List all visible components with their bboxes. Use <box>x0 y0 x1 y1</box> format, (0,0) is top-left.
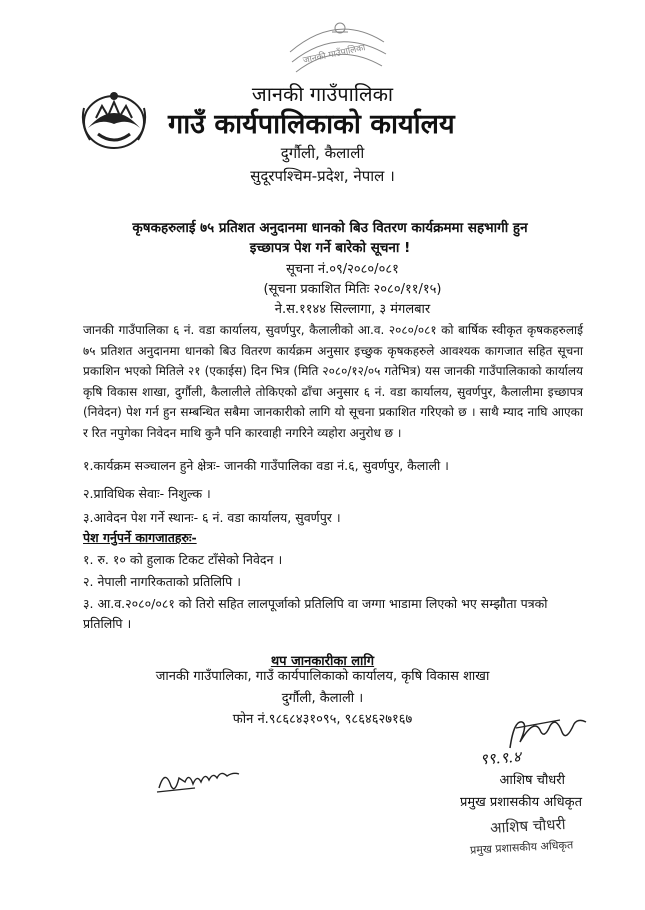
technical-service: २.प्राविधिक सेवाः- निशुल्क । <box>83 486 211 501</box>
contact-office: जानकी गाउँपालिका, गाउँ कार्यपालिकाको कार्यालय, कृषि विकास शाखा <box>155 669 490 684</box>
notice-published-date: (सूचना प्रकाशित मितिः २०८०/११/१५) <box>263 282 442 297</box>
address-line-1: दुर्गौली, कैलाली <box>280 144 365 162</box>
contact-address: दुर्गौली, कैलाली । <box>281 691 364 706</box>
nepal-sambat-date: ने.स.११४४ सिल्लागा, ३ मंगलबार <box>274 302 431 317</box>
document-item: २. नेपाली नागरिकताको प्रतिलिपि । <box>83 574 241 589</box>
notice-number: सूचना नं.०९/२०८०/०८१ <box>286 262 399 277</box>
signatory-stamp-title: प्रमुख प्रशासकीय अधिकृत <box>469 838 574 857</box>
signatory-name: आशिष चौधरी <box>499 773 565 788</box>
document-item: १. रु. १० को हुलाक टिकट टाँसेको निवेदन । <box>83 552 283 567</box>
address-line-2: सुदूरपश्चिम-प्रदेश, नेपाल । <box>250 167 395 185</box>
notice-subject-line-2: इच्छापत्र पेश गर्ने बारेको सूचना ! <box>249 240 411 256</box>
contact-heading: थप जानकारीका लागि <box>270 654 375 669</box>
document-item: ३. आ.व.२०८०/०८१ को तिरो सहित लालपूर्जाको प्रतिलिपि वा जग्गा भाडामा लिएको भए सम्झौता पत्रको प्रतिलिपि । <box>83 596 548 631</box>
signatory-stamp-name: आशिष चौधरी <box>489 815 566 837</box>
signatory-title: प्रमुख प्रशासकीय अधिकृत <box>459 795 582 810</box>
signature-date: ९९.९.४ <box>479 747 522 769</box>
contact-phone: फोन नं.९८६८४३१०९५, ९८६४६२७१६७ <box>232 712 413 727</box>
submission-place: ३.आवेदन पेश गर्ने स्थानः- ६ नं. वडा कार्यालय, सुवर्णपुर । <box>83 510 341 525</box>
office-name: गाउँ कार्यपालिकाको कार्यालय <box>168 109 455 140</box>
program-area: १.कार्यक्रम सञ्चालन हुने क्षेत्रः- जानकी गाउँपालिका वडा नं.६, सुवर्णपुर, कैलाली । <box>83 458 449 473</box>
notice-body: जानकी गाउँपालिका ६ नं. वडा कार्यालय, सुवर्णपुर, कैलालीको आ.व. २०८०/०८१ को बार्षिक स्वीकृत कृषकहरुलाई ७५ प्रतिशत अनुदानमा धानको बिउ वितरण कार्यक्रम अनुसार इच्छुक कृषकहरुले आवश्यक कागजात सहित सूचना प्रकाशिन भएको मितिले २१ (एकाईस) दिन भित्र (मिति २०८०/१२/०५ गतेभित्र) यस जानकी गाउँपालिकाको कार्यालय कृषि विकास शाखा, दुर्गौली, कैलालीले तोकिएको ढाँचा अनुसार ६ नं. वडा कार्यालय, सुवर्णपुर, कैलालीमा इच्छापत्र (निवेदन) पेश गर्न हुन सम्बन्धित सबैमा जानकारीको लागि यो सूचना प्रकाशित गरिएको छ । साथै म्याद नाघि आएका र रित नपुगेका निवेदन माथि कुनै पनि कारवाही नगरिने व्यहोरा अनुरोध छ । <box>83 323 583 440</box>
office-stamp <box>282 12 392 90</box>
svg-text:जानकी गाउँपालिका: जानकी गाउँपालिका <box>302 43 367 67</box>
municipality-name: जानकी गाउँपालिका <box>251 82 394 106</box>
documents-heading: पेश गर्नुपर्ने कागजातहरुः- <box>83 530 197 545</box>
notice-subject-line-1: कृषकहरुलाई ७५ प्रतिशत अनुदानमा धानको बिउ वितरण कार्यक्रममा सहभागी हुन <box>132 220 528 236</box>
